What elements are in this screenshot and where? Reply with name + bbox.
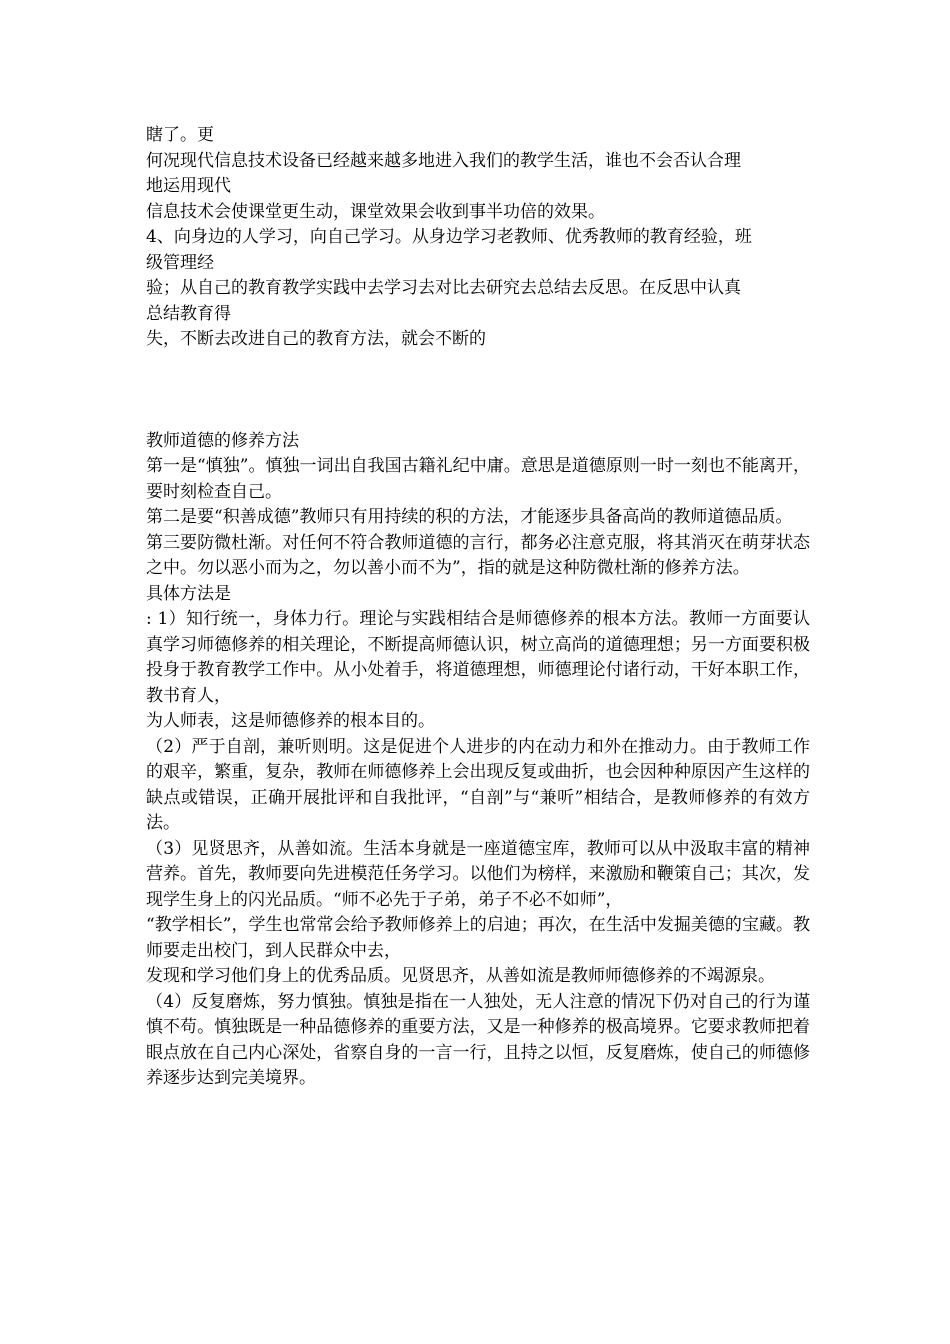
paragraph-method-3-end: 发现和学习他们身上的优秀品质。见贤思齐，从善如流是教师师德修养的不竭源泉。 — [146, 966, 775, 986]
top-fragment — [146, 123, 810, 353]
paragraph-method-1: : 1）知行统一，身体力行。理论与实践相结合是师德修养的根本方法。教师一方面要认真学习师德修养的相关理论，不断提高师德认识，树立高尚的道德理想；另一方面要积极投身于教育教学工作中。从小处着手，将道德理想，师德理论付诸行动，干好本职工作，教书育人， — [146, 609, 810, 706]
text-line: 4、向身边的人学习，向自己学习。从身边学习老教师、优秀教师的教育经验，班 — [146, 227, 752, 247]
paragraph-jishan: 第二是要“积善成德”教师只有用持续的积的方法，才能逐步具备高尚的教师道德品质。 — [146, 507, 793, 527]
text-line: 何况现代信息技术设备已经越来越多地进入我们的教学生活，谁也不会否认合理 — [146, 150, 741, 171]
section-title: 教师道德的修养方法 — [146, 430, 299, 451]
document-body — [146, 123, 810, 1092]
text-line: 失，不断去改进自己的教育方法，就会不断的 — [146, 329, 486, 349]
text-line: 地运用现代 — [146, 176, 231, 196]
section-spacer — [146, 353, 810, 429]
paragraph-method-3-cont: “教学相长”，学生也常常会给予教师修养上的启迪；再次，在生活中发掘美德的宝藏。教师要走出校门，到人民群众中去， — [146, 915, 810, 961]
text-line: 信息技术会使课堂更生动，课堂效果会收到事半功倍的效果。 — [146, 201, 605, 222]
section-teacher-ethics — [146, 429, 810, 1092]
text-line: 瞎了。更 — [146, 125, 214, 145]
text-line: 总结教育得 — [146, 303, 231, 324]
paragraph-shendu: 第一是“慎独”。慎独一词出自我国古籍礼纪中庸。意思是道德原则一时一刻也不能离开，要时刻检查自己。 — [146, 456, 810, 502]
paragraph-methods-heading: 具体方法是 — [146, 583, 231, 604]
paragraph-method-4: （4）反复磨炼，努力慎独。慎独是指在一人独处，无人注意的情况下仍对自己的行为谨慎不苟。慎独既是一种品德修养的重要方法，又是一种修养的极高境界。它要求教师把着眼点放在自己内心深处，省察自身的一言一行，且持之以恒，反复磨炼，使自己的师德修养逐步达到完美境界。 — [146, 991, 810, 1088]
paragraph-method-2: （2）严于自剖，兼听则明。这是促进个人进步的内在动力和外在推动力。由于教师工作的艰辛，繁重，复杂，教师在师德修养上会出现反复或曲折，也会因种种原因产生这样的缺点或错误，正确开展批评和自我批评，“自剖”与“兼听”相结合，是教师修养的有效方法。 — [146, 736, 810, 833]
paragraph-method-3: （3）见贤思齐，从善如流。生活本身就是一座道德宝库，教师可以从中汲取丰富的精神营养。首先，教师要向先进模范任务学习。以他们为榜样，来激励和鞭策自己；其次，发现学生身上的闪光品质。“师不必先于子弟，弟子不必不如师”， — [146, 838, 810, 910]
text-line: 级管理经 — [146, 252, 214, 273]
paragraph-method-1-end: 为人师表，这是师德修养的根本目的。 — [146, 711, 435, 731]
paragraph-fangwei: 第三要防微杜渐。对任何不符合教师道德的言行，都务必注意克服，将其消灭在萌芽状态之中。勿以恶小而为之，勿以善小而不为”，指的就是这种防微杜渐的修养方法。 — [146, 532, 810, 578]
text-line: 验；从自己的教育教学实践中去学习去对比去研究去总结去反思。在反思中认真 — [146, 278, 741, 298]
